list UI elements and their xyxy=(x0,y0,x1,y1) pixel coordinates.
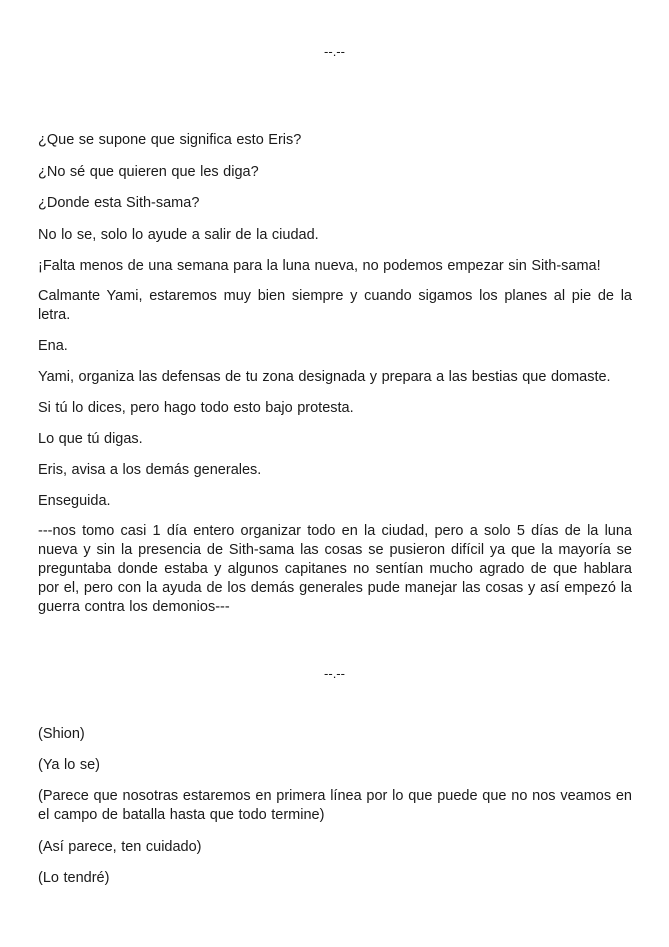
paragraph: (Parece que nosotras estaremos en primera línea por lo que puede que no nos veamos en el campo de batalla hasta que todo termine) xyxy=(38,788,632,823)
paragraph: No lo se, solo lo ayude a salir de la ciudad. xyxy=(38,227,319,243)
paragraph: (Así parece, ten cuidado) xyxy=(38,839,202,855)
paragraph: Si tú lo dices, pero hago todo esto bajo protesta. xyxy=(38,400,354,416)
paragraph: Ena. xyxy=(38,338,68,354)
paragraph: Calmante Yami, estaremos muy bien siempre y cuando sigamos los planes al pie de la letra. xyxy=(38,288,632,323)
paragraph: Lo que tú digas. xyxy=(38,431,143,447)
paragraph: Enseguida. xyxy=(38,493,111,509)
paragraph: (Ya lo se) xyxy=(38,757,100,773)
paragraph: ¿No sé que quieren que les diga? xyxy=(38,164,259,180)
scene-separator: --.-- xyxy=(324,666,345,681)
paragraph: ¡Falta menos de una semana para la luna nueva, no podemos empezar sin Sith-sama! xyxy=(38,258,601,274)
scene-separator: --.-- xyxy=(324,44,345,59)
narration-paragraph: ---nos tomo casi 1 día entero organizar todo en la ciudad, pero a solo 5 días de la luna nueva y sin la presencia de Sith-sama las cosas se pusieron difícil ya que la mayoría se preguntaba donde estaba y algunos capitanes no sentían mucho agrado de que hablara por el, pero con la ayuda de los demás generales pude manejar las cosas y así empezó la guerra contra los demonios--- xyxy=(38,523,632,615)
paragraph: (Lo tendré) xyxy=(38,870,110,886)
paragraph: ¿Donde esta Sith-sama? xyxy=(38,195,200,211)
paragraph: Yami, organiza las defensas de tu zona designada y prepara a las bestias que domaste. xyxy=(38,369,611,385)
paragraph: ¿Que se supone que significa esto Eris? xyxy=(38,132,302,148)
paragraph: (Shion) xyxy=(38,726,85,742)
paragraph: Eris, avisa a los demás generales. xyxy=(38,462,262,478)
